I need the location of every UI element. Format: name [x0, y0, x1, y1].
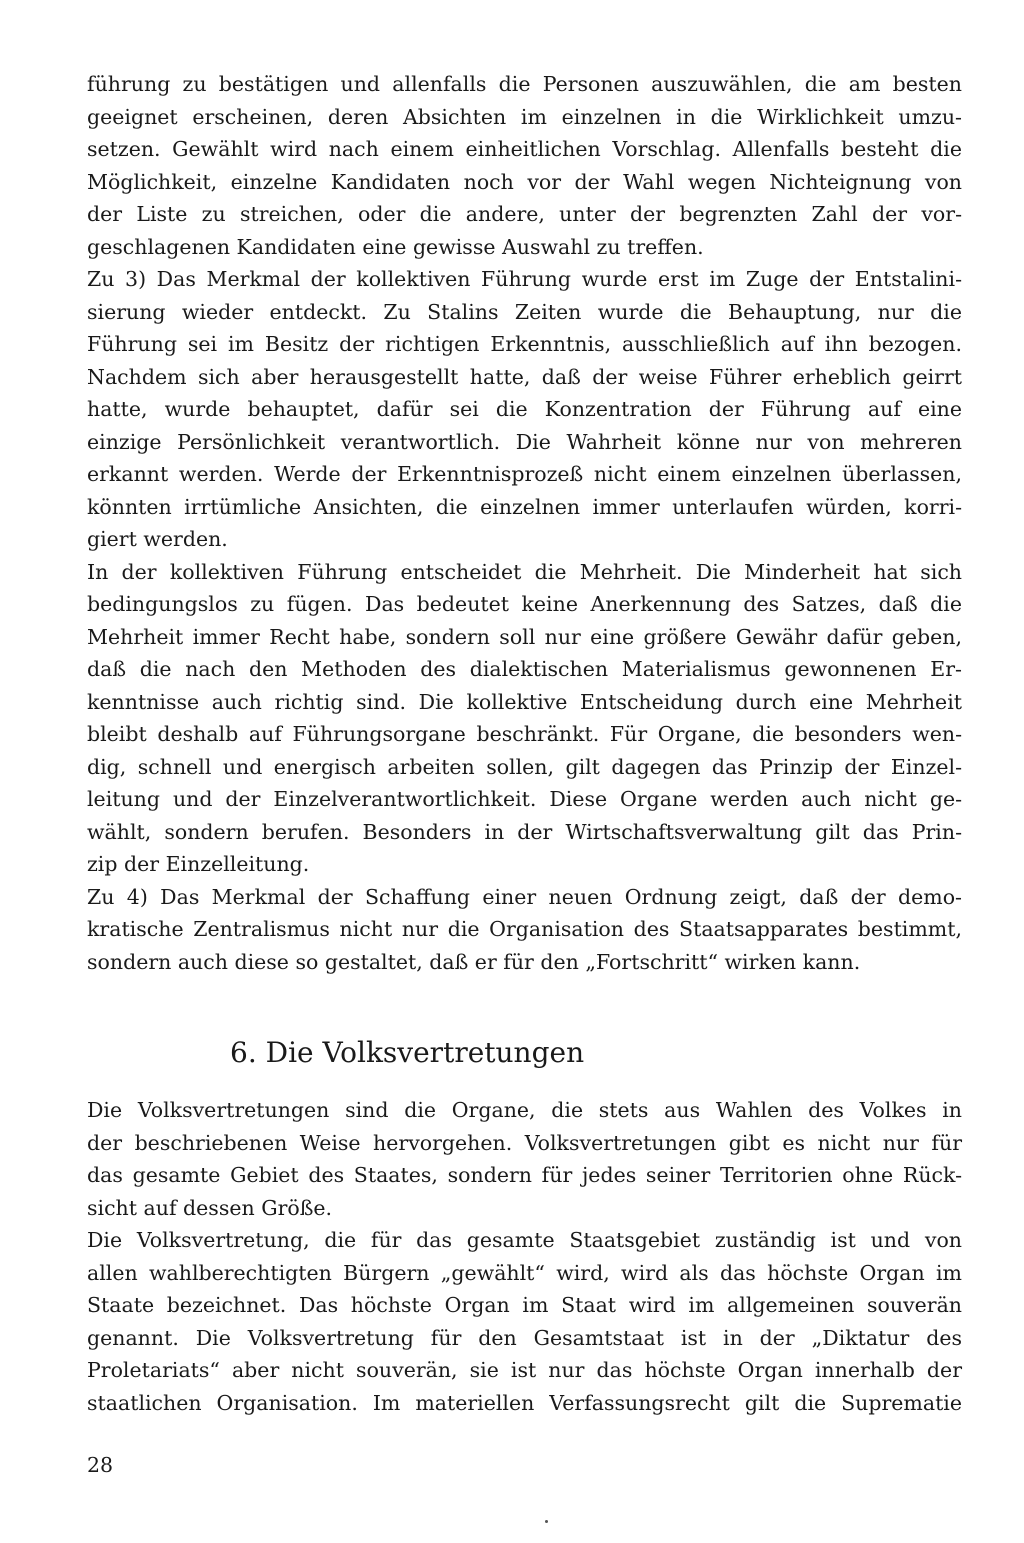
text-line: allen wahlberechtigten Bürgern „gewählt“ wird, wird als das höchste Organ im [87, 1260, 962, 1285]
text-line: das gesamte Gebiet des Staates, sondern für jedes seiner Territorien ohne Rück- [87, 1163, 962, 1187]
text-line: sierung wieder entdeckt. Zu Stalins Zeiten wurde die Behauptung, nur die [87, 299, 962, 324]
text-line: leitung und der Einzelverantwortlichkeit. Diese Organe werden auch nicht ge- [87, 787, 962, 811]
text-line: Führung sei im Besitz der richtigen Erkenntnis, ausschließlich auf ihn bezogen. [87, 332, 962, 356]
text-line: giert werden. [87, 527, 228, 551]
printing-speck [545, 1520, 548, 1523]
text-line: Mehrheit immer Recht habe, sondern soll nur eine größere Gewähr dafür geben, [87, 624, 962, 649]
text-line: sicht auf dessen Größe. [87, 1195, 333, 1220]
text-line: könnten irrtümliche Ansichten, die einzelnen immer unterlaufen würden, korri- [87, 494, 962, 519]
text-line: dig, schnell und energisch arbeiten sollen, gilt dagegen das Prinzip der Einzel- [87, 754, 962, 779]
text-line: setzen. Gewählt wird nach einem einheitlichen Vorschlag. Allenfalls besteht die [87, 137, 962, 161]
text-line: Möglichkeit, einzelne Kandidaten noch vor der Wahl wegen Nichteignung von [87, 169, 962, 194]
text-line: daß die nach den Methoden des dialektischen Materialismus gewonnenen Er- [87, 657, 962, 681]
text-line: kenntnisse auch richtig sind. Die kollektive Entscheidung durch eine Mehrheit [87, 689, 962, 714]
text-line: zip der Einzelleitung. [87, 852, 310, 876]
text-line: In der kollektiven Führung entscheidet die Mehrheit. Die Minderheit hat sich [87, 559, 962, 584]
text-line: wählt, sondern berufen. Besonders in der Wirtschaftsverwaltung gilt das Prin- [87, 819, 962, 844]
text-line: Die Volksvertretungen sind die Organe, die stets aus Wahlen des Volkes in [87, 1098, 962, 1122]
body-text-section-2 [87, 1094, 962, 1419]
text-line: führung zu bestätigen und allenfalls die Personen auszuwählen, die am besten [87, 72, 962, 96]
text-line: Zu 3) Das Merkmal der kollektiven Führung wurde erst im Zuge der Entstalini- [87, 267, 962, 291]
text-line: Nachdem sich aber herausgestellt hatte, daß der weise Führer erheblich geirrt [87, 364, 962, 389]
text-line: erkannt werden. Werde der Erkenntnisprozeß nicht einem einzelnen überlassen, [87, 462, 962, 486]
text-line: der beschriebenen Weise hervorgehen. Volksvertretungen gibt es nicht nur für [87, 1130, 962, 1155]
text-line: Zu 4) Das Merkmal der Schaffung einer neuen Ordnung zeigt, daß der demo- [87, 884, 962, 909]
text-line: bedingungslos zu fügen. Das bedeutet keine Anerkennung des Satzes, daß die [87, 592, 962, 616]
page-number: 28 [87, 1453, 114, 1477]
text-line: Die Volksvertretung, die für das gesamte Staatsgebiet zuständig ist und von [87, 1228, 962, 1252]
text-line: bleibt deshalb auf Führungsorgane beschränkt. Für Organe, die besonders wen- [87, 722, 962, 746]
text-line: genannt. Die Volksvertretung für den Gesamtstaat ist in der „Diktatur des [87, 1325, 962, 1350]
text-line: kratische Zentralismus nicht nur die Organisation des Staatsapparates bestimmt, [87, 917, 962, 941]
text-line: der Liste zu streichen, oder die andere, unter der begrenzten Zahl der vor- [87, 202, 962, 226]
text-line: geschlagenen Kandidaten eine gewisse Auswahl zu treffen. [87, 234, 704, 259]
text-line: sondern auch diese so gestaltet, daß er für den „Fortschritt“ wirken kann. [87, 949, 861, 974]
text-line: geeignet erscheinen, deren Absichten im einzelnen in die Wirklichkeit umzu- [87, 104, 962, 129]
text-line: Staate bezeichnet. Das höchste Organ im Staat wird im allgemeinen souverän [87, 1293, 962, 1317]
section-heading: 6. Die Volksvertretungen [230, 1036, 585, 1069]
text-line: hatte, wurde behauptet, dafür sei die Konzentration der Führung auf eine [87, 397, 962, 421]
text-line: staatlichen Organisation. Im materiellen Verfassungsrecht gilt die Suprematie [87, 1390, 962, 1415]
body-text-section-1 [87, 68, 962, 978]
text-line: einzige Persönlichkeit verantwortlich. Die Wahrheit könne nur von mehreren [87, 429, 962, 454]
text-line: Proletariats“ aber nicht souverän, sie ist nur das höchste Organ innerhalb der [87, 1358, 962, 1382]
